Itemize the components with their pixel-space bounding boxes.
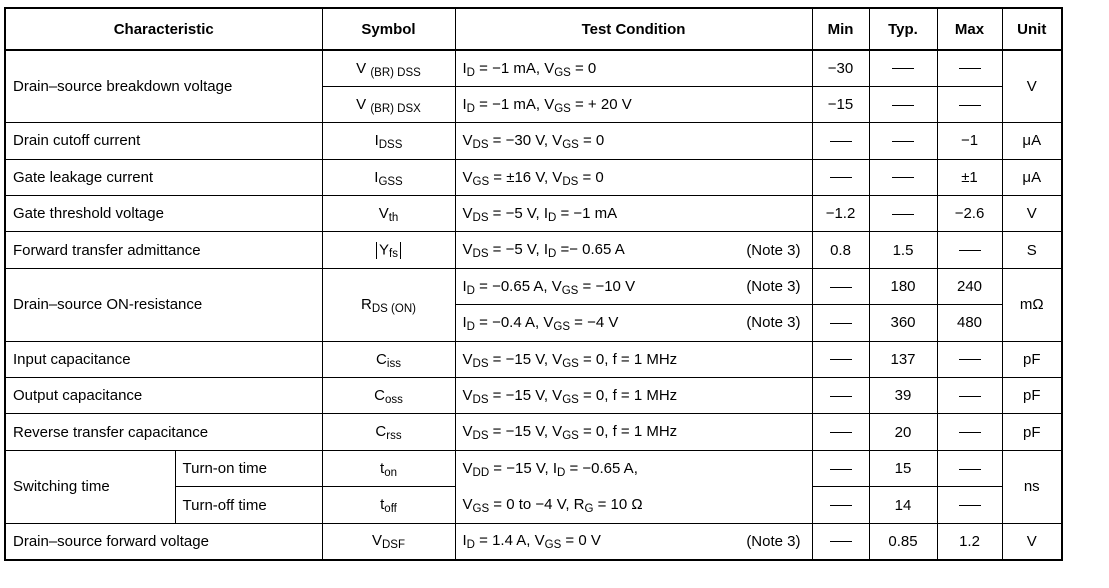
dash-icon xyxy=(959,469,981,470)
min-cell xyxy=(812,378,869,414)
max-cell: ±1 xyxy=(937,159,1002,195)
characteristic-name: Drain–source forward voltage xyxy=(5,523,322,559)
note-ref: (Note 3) xyxy=(746,532,801,550)
dash-icon xyxy=(959,105,981,106)
symbol-cell: $V_{DSF}$ xyxy=(322,523,455,559)
condition-cell xyxy=(455,450,812,523)
condition-text: $I_D = -1$ mA, $V_{GS} = 0$ xyxy=(462,59,597,79)
typ-cell: 360 xyxy=(869,305,937,341)
condition-text: $V_{DS} = -15$ V, $V_{GS} = 0$, f = 1 MHz xyxy=(462,386,678,406)
dash-icon xyxy=(830,141,852,142)
table-row xyxy=(5,268,1062,304)
unit-cell: pF xyxy=(1002,378,1062,414)
typ-cell xyxy=(869,50,937,86)
dash-icon xyxy=(959,432,981,433)
dash-icon xyxy=(830,323,852,324)
typ-cell: 20 xyxy=(869,414,937,450)
dash-icon xyxy=(830,432,852,433)
typ-cell: 15 xyxy=(869,450,937,487)
table-row xyxy=(5,378,1062,414)
characteristic-name: Reverse transfer capacitance xyxy=(5,414,322,450)
condition-text: $V_{DS} = -15$ V, $V_{GS} = 0$, f = 1 MHz xyxy=(462,423,678,443)
max-cell xyxy=(937,341,1002,377)
table-row xyxy=(5,341,1062,377)
typ-cell xyxy=(869,196,937,232)
typ-cell xyxy=(869,159,937,195)
max-cell: 480 xyxy=(937,305,1002,341)
max-cell xyxy=(937,232,1002,268)
dash-icon xyxy=(959,359,981,360)
dash-icon xyxy=(892,214,914,215)
dash-icon xyxy=(892,105,914,106)
header-symbol: Symbol xyxy=(322,8,455,50)
min-cell: −1.2 xyxy=(812,196,869,232)
symbol-cell: V $_{(BR) DSS}$ xyxy=(322,50,455,86)
symbol-cell: $Y_{fs}$ xyxy=(322,232,455,268)
symbol-cell: $t_{on}$ xyxy=(322,450,455,487)
note-ref: (Note 3) xyxy=(746,278,801,296)
characteristic-name: Drain cutoff current xyxy=(5,123,322,159)
electrical-characteristics-table xyxy=(4,7,1063,561)
condition-text: $I_D = -0.4$ A, $V_{GS} = -4$ V xyxy=(462,314,619,334)
condition-cell xyxy=(455,159,812,195)
table-row xyxy=(5,232,1062,268)
symbol-cell: $R_{DS (ON)}$ xyxy=(322,268,455,341)
max-cell xyxy=(937,487,1002,524)
condition-cell xyxy=(455,305,812,341)
condition-text: $I_D = -0.65$ A, $V_{GS} = -10$ V xyxy=(462,277,636,297)
dash-icon xyxy=(830,541,852,542)
typ-cell: 180 xyxy=(869,268,937,304)
switching-subtype: Turn-off time xyxy=(175,487,322,524)
dash-icon xyxy=(959,396,981,397)
max-cell xyxy=(937,450,1002,487)
table-row xyxy=(5,50,1062,86)
typ-cell: 39 xyxy=(869,378,937,414)
unit-cell: pF xyxy=(1002,414,1062,450)
characteristic-name: Gate leakage current xyxy=(5,159,322,195)
condition-text: $V_{DD} = -15$ V, $I_D = -0.65$ A, xyxy=(462,460,638,480)
dash-icon xyxy=(830,505,852,506)
characteristic-name: Gate threshold voltage xyxy=(5,196,322,232)
condition-text: $V_{DS} = -5$ V, $I_D = -1$ mA xyxy=(462,205,618,224)
symbol-cell: $V_{th}$ xyxy=(322,196,455,232)
abs-bar-icon xyxy=(376,242,377,259)
max-cell: −2.6 xyxy=(937,196,1002,232)
table-row xyxy=(5,196,1062,232)
min-cell xyxy=(812,268,869,304)
dash-icon xyxy=(959,250,981,251)
dash-icon xyxy=(959,68,981,69)
unit-cell: S xyxy=(1002,232,1062,268)
header-unit: Unit xyxy=(1002,8,1062,50)
condition-text: $V_{DS} = -15$ V, $V_{GS} = 0$, f = 1 MHz xyxy=(462,350,678,370)
condition-text: $V_{DS} = -5$ V, $I_D =- 0.65$ A xyxy=(462,241,625,261)
min-cell xyxy=(812,487,869,524)
min-cell xyxy=(812,523,869,559)
spec-table-wrapper xyxy=(4,7,1063,561)
symbol-cell: $C_{iss}$ xyxy=(322,341,455,377)
condition-text: $I_D = -1$ mA, $V_{GS}$ = + 20 V xyxy=(462,95,632,115)
characteristic-name: Input capacitance xyxy=(5,341,322,377)
condition-text: $V_{GS} = 0$ to −4 V, $R_G = 10$ Ω xyxy=(462,496,643,516)
characteristic-name: Drain–source ON-resistance xyxy=(5,268,322,341)
symbol-cell: $I_{GSS}$ xyxy=(322,159,455,195)
typ-cell xyxy=(869,123,937,159)
symbol-cell: $C_{oss}$ xyxy=(322,378,455,414)
typ-cell: 0.85 xyxy=(869,523,937,559)
condition-cell xyxy=(455,196,812,232)
unit-cell: pF xyxy=(1002,341,1062,377)
condition-cell xyxy=(455,378,812,414)
min-cell: 0.8 xyxy=(812,232,869,268)
min-cell xyxy=(812,159,869,195)
dash-icon xyxy=(830,469,852,470)
table-row xyxy=(5,159,1062,195)
dash-icon xyxy=(892,177,914,178)
header-max: Max xyxy=(937,8,1002,50)
dash-icon xyxy=(830,177,852,178)
condition-text: $V_{DS} = -30$ V, $V_{GS} = 0$ xyxy=(462,132,605,152)
max-cell: 1.2 xyxy=(937,523,1002,559)
unit-cell: V xyxy=(1002,196,1062,232)
unit-cell: μA xyxy=(1002,159,1062,195)
condition-cell xyxy=(455,50,812,86)
header-test-condition: Test Condition xyxy=(455,8,812,50)
characteristic-name: Drain–source breakdown voltage xyxy=(5,50,322,123)
dash-icon xyxy=(830,396,852,397)
min-cell: −15 xyxy=(812,86,869,122)
symbol-cell: $C_{rss}$ xyxy=(322,414,455,450)
dash-icon xyxy=(830,359,852,360)
switching-subtype: Turn-on time xyxy=(175,450,322,487)
condition-cell xyxy=(455,341,812,377)
table-header-row xyxy=(5,8,1062,50)
header-typ: Typ. xyxy=(869,8,937,50)
condition-cell xyxy=(455,523,812,559)
max-cell xyxy=(937,86,1002,122)
characteristic-name: Switching time xyxy=(5,450,175,523)
header-characteristic: Characteristic xyxy=(5,8,322,50)
symbol-cell: $I_{DSS}$ xyxy=(322,123,455,159)
min-cell xyxy=(812,123,869,159)
condition-cell xyxy=(455,414,812,450)
min-cell xyxy=(812,414,869,450)
max-cell xyxy=(937,414,1002,450)
characteristic-name: Forward transfer admittance xyxy=(5,232,322,268)
max-cell: −1 xyxy=(937,123,1002,159)
min-cell xyxy=(812,450,869,487)
max-cell xyxy=(937,378,1002,414)
unit-cell: mΩ xyxy=(1002,268,1062,341)
table-row xyxy=(5,123,1062,159)
table-row xyxy=(5,523,1062,559)
condition-text: $I_D = 1.4$ A, $V_{GS} = 0$ V xyxy=(462,532,601,552)
condition-text: $V_{GS} = \pm 16$ V, $V_{DS} = 0$ xyxy=(462,168,604,188)
characteristic-name: Output capacitance xyxy=(5,378,322,414)
dash-icon xyxy=(892,141,914,142)
header-min: Min xyxy=(812,8,869,50)
table-row xyxy=(5,450,1062,487)
typ-cell: 14 xyxy=(869,487,937,524)
min-cell xyxy=(812,305,869,341)
min-cell xyxy=(812,341,869,377)
table-row xyxy=(5,414,1062,450)
unit-cell: V xyxy=(1002,523,1062,559)
condition-cell xyxy=(455,268,812,304)
unit-cell: V xyxy=(1002,50,1062,123)
note-ref: (Note 3) xyxy=(746,241,801,259)
symbol-cell: V $_{(BR) DSX}$ xyxy=(322,86,455,122)
dash-icon xyxy=(830,287,852,288)
note-ref: (Note 3) xyxy=(746,314,801,332)
max-cell xyxy=(937,50,1002,86)
unit-cell: ns xyxy=(1002,450,1062,523)
min-cell: −30 xyxy=(812,50,869,86)
unit-cell: μA xyxy=(1002,123,1062,159)
typ-cell: 1.5 xyxy=(869,232,937,268)
typ-cell: 137 xyxy=(869,341,937,377)
condition-cell xyxy=(455,86,812,122)
dash-icon xyxy=(892,68,914,69)
dash-icon xyxy=(959,505,981,506)
condition-cell xyxy=(455,232,812,268)
symbol-cell: $t_{off}$ xyxy=(322,487,455,524)
typ-cell xyxy=(869,86,937,122)
max-cell: 240 xyxy=(937,268,1002,304)
condition-cell xyxy=(455,123,812,159)
abs-bar-icon xyxy=(400,242,401,259)
